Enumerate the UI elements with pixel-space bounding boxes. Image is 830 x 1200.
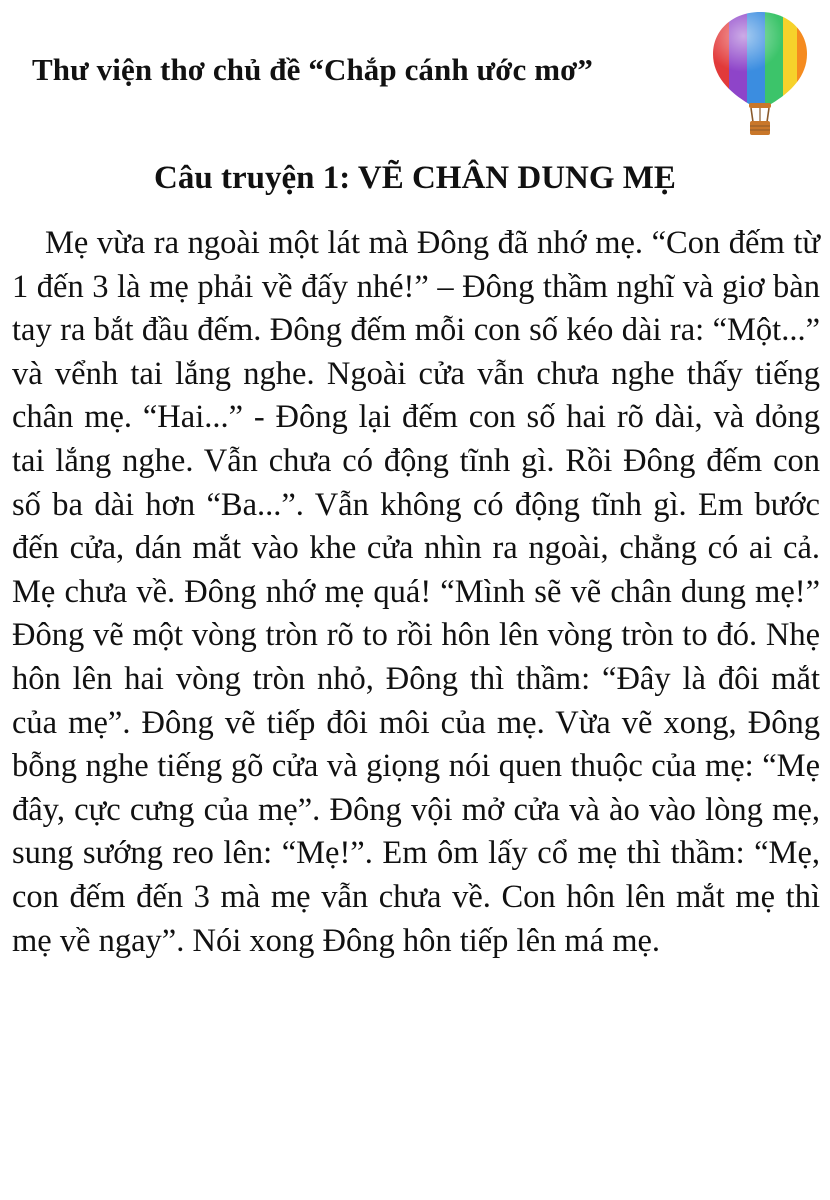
hot-air-balloon-icon xyxy=(705,8,815,140)
story-title: Câu truyện 1: VẼ CHÂN DUNG MẸ xyxy=(154,160,676,196)
header-title: Thư viện thơ chủ đề “Chắp cánh ước mơ” xyxy=(32,52,594,87)
page-header xyxy=(0,0,830,150)
story-body: Mẹ vừa ra ngoài một lát mà Đông đã nhớ mẹ. “Con đếm từ 1 đến 3 là mẹ phải về đấy nhé!” – Đông thầm nghĩ và giơ bàn tay ra bắt đầu đếm. Đông đếm mỗi con số kéo dài ra: “Một...” và vểnh tai lắng nghe. Ngoài cửa vẫn chưa nghe thấy tiếng chân mẹ. “Hai...” - Đông lại đếm con số hai rõ dài, và dỏng tai lắng nghe. Vẫn chưa có động tĩnh gì. Rồi Đông đếm con số ba dài hơn “Ba...”. Vẫn không có động tĩnh gì. Em bước đến cửa, dán mắt vào khe cửa nhìn ra ngoài, chẳng có ai cả. Mẹ chưa về. Đông nhớ mẹ quá! “Mình sẽ vẽ chân dung mẹ!” Đông vẽ một vòng tròn rõ to rồi hôn lên vòng tròn to đó. Nhẹ hôn lên hai vòng tròn nhỏ, Đông thì thầm: “Đây là đôi mắt của mẹ”. Đông vẽ tiếp đôi môi của mẹ. Vừa vẽ xong, Đông bỗng nghe tiếng gõ cửa và giọng nói quen thuộc của mẹ: “Mẹ đây, cực cưng của mẹ”. Đông vội mở cửa và ào vào lòng mẹ, sung sướng reo lên: “Mẹ!”. Em ôm lấy cổ mẹ thì thầm: “Mẹ, con đếm đến 3 mà mẹ vẫn chưa về. Con hôn lên mắt mẹ thì mẹ về ngay”. Nói xong Đông hôn tiếp lên má mẹ. xyxy=(12,225,820,959)
